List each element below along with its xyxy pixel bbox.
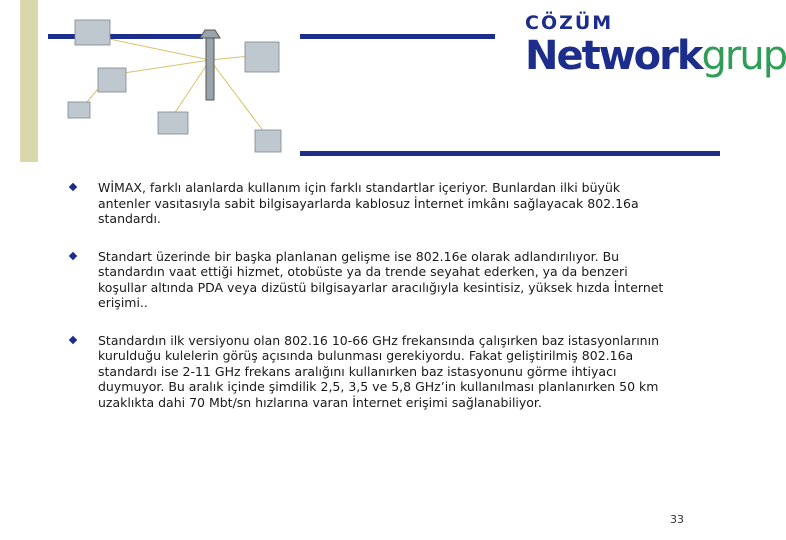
diamond-bullet-icon: [69, 335, 77, 343]
bullet-text: WİMAX, farklı alanlarda kullanım için farklı standartlar içeriyor. Bunlardan ilki büyük antenler vasıtasıyla sabit bilgisayarlarda kablosuz İnternet imkânı sağlayacak 802.16a standardı.: [98, 180, 639, 226]
bullet-item: [70, 180, 670, 227]
bullet-list: [70, 180, 670, 432]
bullet-text: Standardın ilk versiyonu olan 802.16 10-66 GHz frekansında çalışırken baz istasyonlarının kurulduğu kulelerin görüş açısında bulunması gerekiyordu. Fakat geliştirilmiş 802.16a standardı ise 2-11 GHz frekans aralığını kullanırken baz istasyonunu görme ihtiyacı duymuyor. Bu aralık içinde şimdilik 2,5, 3,5 ve 5,8 GHz’in kullanılması planlanırken 50 km uzaklıkta dahi 70 Mbt/sn hızlarına varan İnternet erişimi sağlanabiliyor.: [98, 332, 660, 410]
bullet-item: [70, 249, 670, 311]
bullet-text: Standart üzerinde bir başka planlanan gelişme ise 802.16e olarak adlandırılıyor. Bu standardın vaat ettiği hizmet, otobüste ya da trende seyahat ederken, ya da benzeri koşullar altında PDA veya dizüstü bilgisayarlar aracılığıyla kesintisiz, yüksek hızda İnternet erişimi..: [98, 248, 664, 310]
page-number: 33: [670, 513, 684, 526]
logo-top-text: CÖZÜM: [525, 12, 614, 34]
logo-grup-word: grup: [701, 33, 786, 79]
decorative-line-top-right: [300, 34, 495, 39]
logo-network-word: Network: [525, 33, 702, 79]
wimax-network-illustration: [50, 0, 295, 165]
decorative-line-bottom: [300, 151, 720, 156]
logo-main-text: [525, 32, 786, 80]
diamond-bullet-icon: [69, 251, 77, 259]
bullet-item: [70, 333, 670, 411]
decorative-left-bar: [20, 0, 38, 162]
diamond-bullet-icon: [69, 183, 77, 191]
cozum-networkgrup-logo: [525, 12, 786, 92]
